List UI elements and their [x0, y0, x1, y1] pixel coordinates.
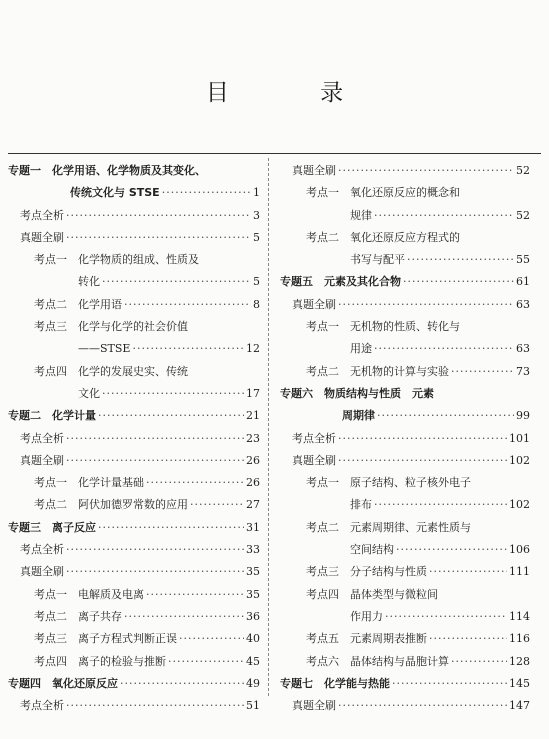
leader-dots: [66, 695, 244, 717]
toc-entry-page: 31: [246, 520, 260, 534]
leader-dots: [102, 271, 251, 293]
title-rule: [8, 153, 541, 154]
toc-entry-section[interactable]: [280, 428, 530, 450]
toc-left-column: [8, 160, 260, 717]
toc-entry-label: 真题全刷: [20, 453, 64, 467]
toc-entry-page: 23: [246, 431, 260, 445]
toc-entry-page: 116: [509, 632, 530, 646]
toc-entry-label: 专题七 化学能与热能: [280, 676, 390, 690]
toc-entry-page: 45: [246, 654, 260, 668]
leader-dots: [374, 338, 514, 360]
leader-dots: [392, 673, 507, 695]
leader-dots: [66, 428, 244, 450]
toc-entry-section[interactable]: [280, 695, 530, 717]
toc-entry-chapter[interactable]: [8, 160, 260, 182]
leader-dots: [429, 561, 507, 583]
toc-entry-point[interactable]: [8, 361, 260, 383]
toc-entry-label: 考点四 化学的发展史实、传统: [34, 364, 188, 378]
leader-dots: [120, 673, 244, 695]
toc-entry-label: 专题五 元素及其化合物: [280, 275, 401, 289]
toc-entry-page: 128: [509, 654, 530, 668]
toc-entry-label: 考点五 元素周期表推断: [306, 632, 427, 646]
toc-entry-chapter[interactable]: [280, 383, 530, 405]
toc-entry-point-cont[interactable]: [8, 338, 260, 360]
leader-dots: [377, 405, 514, 427]
toc-entry-page: 52: [516, 208, 530, 222]
toc-entry-chapter[interactable]: [8, 673, 260, 695]
toc-entry-page: 55: [516, 253, 530, 267]
leader-dots: [338, 160, 514, 182]
toc-entry-point[interactable]: [8, 472, 260, 494]
toc-entry-label: 考点全析: [20, 208, 64, 222]
leader-dots: [162, 182, 251, 204]
toc-entry-label: 考点三 离子方程式判断正误: [34, 632, 177, 646]
leader-dots: [66, 205, 251, 227]
leader-dots: [190, 494, 244, 516]
leader-dots: [451, 651, 507, 673]
toc-entry-label: 作用力: [350, 609, 383, 623]
toc-entry-label: 考点三 化学与化学的社会价值: [34, 320, 188, 334]
toc-entry-point-cont[interactable]: [280, 205, 530, 227]
toc-entry-point-cont[interactable]: [280, 539, 530, 561]
toc-entry-point-cont[interactable]: [8, 383, 260, 405]
toc-entry-label: 考点二 元素周期律、元素性质与: [306, 520, 471, 534]
toc-entry-label: 考点一 化学计量基础: [34, 476, 144, 490]
leader-dots: [124, 606, 244, 628]
toc-entry-page: 61: [516, 275, 530, 289]
toc-entry-point[interactable]: [280, 472, 530, 494]
toc-entry-label: 真题全刷: [20, 230, 64, 244]
toc-entry-label: 排布: [350, 498, 372, 512]
toc-entry-label: 真题全刷: [292, 297, 336, 311]
toc-entry-label: 空间结构: [350, 543, 394, 557]
toc-entry-page: 147: [509, 699, 530, 713]
toc-entry-point[interactable]: [280, 316, 530, 338]
toc-entry-label: 真题全刷: [292, 164, 336, 177]
toc-entry-label: ——STSE: [78, 342, 131, 356]
toc-entry-page: 102: [509, 498, 530, 512]
toc-entry-page: 17: [246, 386, 260, 400]
toc-entry-section[interactable]: [8, 428, 260, 450]
toc-entry-label: 考点二 阿伏加德罗常数的应用: [34, 498, 188, 512]
toc-entry-page: 52: [516, 164, 530, 177]
toc-entry-section[interactable]: [280, 160, 530, 182]
toc-entry-point[interactable]: [8, 651, 260, 673]
toc-entry-label: 考点全析: [20, 699, 64, 713]
toc-entry-label: 真题全刷: [292, 699, 336, 713]
toc-entry-label: 文化: [78, 386, 100, 400]
toc-entry-point-cont[interactable]: [8, 271, 260, 293]
toc-entry-label: 考点四 离子的检验与推断: [34, 654, 166, 668]
toc-entry-label: 考点二 化学用语: [34, 297, 122, 311]
toc-entry-section[interactable]: [8, 227, 260, 249]
toc-entry-page: 36: [246, 609, 260, 623]
toc-entry-label: 书写与配平: [350, 253, 405, 267]
toc-entry-point[interactable]: [8, 316, 260, 338]
toc-entry-label: 考点全析: [20, 543, 64, 557]
toc-entry-label: 用途: [350, 342, 372, 356]
leader-dots: [66, 227, 251, 249]
toc-entry-point[interactable]: [8, 249, 260, 271]
toc-entry-page: 145: [509, 676, 530, 690]
toc-entry-label: 考点三 分子结构与性质: [306, 565, 427, 579]
toc-entry-page: 1: [253, 186, 260, 200]
toc-entry-section[interactable]: [8, 539, 260, 561]
toc-entry-chapter-cont[interactable]: [8, 182, 260, 204]
toc-entry-page: 26: [246, 453, 260, 467]
toc-right-column: [280, 160, 530, 717]
toc-entry-point[interactable]: [8, 584, 260, 606]
leader-dots: [124, 294, 251, 316]
toc-entry-point[interactable]: [280, 561, 530, 583]
column-divider: [268, 158, 269, 696]
toc-entry-page: 12: [246, 342, 260, 356]
leader-dots: [132, 338, 244, 360]
toc-entry-point[interactable]: [8, 494, 260, 516]
toc-entry-label: 专题一 化学用语、化学物质及其变化、: [8, 164, 206, 177]
leader-dots: [374, 494, 507, 516]
leader-dots: [168, 651, 244, 673]
leader-dots: [98, 405, 244, 427]
toc-entry-chapter-cont[interactable]: [280, 405, 530, 427]
toc-entry-label: 考点一 原子结构、粒子核外电子: [306, 476, 471, 490]
toc-entry-label: 考点全析: [20, 431, 64, 445]
toc-entry-point[interactable]: [280, 651, 530, 673]
toc-entry-page: 114: [509, 609, 530, 623]
toc-entry-section[interactable]: [8, 561, 260, 583]
leader-dots: [179, 628, 244, 650]
toc-entry-page: 99: [516, 409, 530, 423]
toc-entry-page: 35: [246, 587, 260, 601]
toc-entry-label: 真题全刷: [292, 453, 336, 467]
toc-entry-label: 转化: [78, 275, 100, 289]
toc-entry-point-cont[interactable]: [280, 494, 530, 516]
toc-entry-page: 101: [509, 431, 530, 445]
toc-entry-point[interactable]: [280, 361, 530, 383]
toc-entry-point[interactable]: [280, 628, 530, 650]
leader-dots: [146, 584, 244, 606]
toc-entry-label: 专题四 氧化还原反应: [8, 676, 118, 690]
toc-entry-page: 21: [246, 409, 260, 423]
toc-entry-label: 真题全刷: [20, 565, 64, 579]
toc-entry-point[interactable]: [280, 517, 530, 539]
toc-entry-page: 27: [246, 498, 260, 512]
toc-entry-label: 考点一 化学物质的组成、性质及: [34, 253, 199, 267]
toc-entry-label: 考点二 无机物的计算与实验: [306, 364, 449, 378]
toc-entry-label: 考点一 氧化还原反应的概念和: [306, 186, 460, 200]
toc-entry-point[interactable]: [8, 628, 260, 650]
leader-dots: [429, 628, 507, 650]
toc-entry-point[interactable]: [280, 182, 530, 204]
toc-entry-page: 5: [253, 275, 260, 289]
toc-entry-section[interactable]: [8, 450, 260, 472]
page-title: 目 录: [205, 80, 386, 106]
leader-dots: [66, 561, 244, 583]
leader-dots: [146, 472, 244, 494]
toc-entry-page: 111: [509, 565, 530, 579]
leader-dots: [338, 695, 507, 717]
leader-dots: [385, 606, 507, 628]
toc-entry-label: 考点一 电解质及电离: [34, 587, 144, 601]
leader-dots: [102, 383, 244, 405]
toc-entry-page: 63: [516, 342, 530, 356]
toc-entry-label: 考点六 晶体结构与晶胞计算: [306, 654, 449, 668]
toc-entry-section[interactable]: [280, 294, 530, 316]
toc-entry-label: 考点二 氧化还原反应方程式的: [306, 230, 460, 244]
toc-entry-label: 专题六 物质结构与性质 元素: [280, 386, 434, 400]
leader-dots: [338, 428, 507, 450]
toc-entry-label: 传统文化与 STSE: [70, 186, 160, 200]
toc-entry-chapter[interactable]: [8, 517, 260, 539]
toc-entry-label: 考点四 晶体类型与微粒间: [306, 587, 438, 601]
toc-entry-label: 考点一 无机物的性质、转化与: [306, 320, 460, 334]
toc-entry-point[interactable]: [280, 227, 530, 249]
leader-dots: [407, 249, 514, 271]
leader-dots: [338, 294, 514, 316]
toc-entry-page: 26: [246, 476, 260, 490]
toc-entry-page: 3: [253, 208, 260, 222]
toc-entry-chapter[interactable]: [280, 673, 530, 695]
toc-entry-point-cont[interactable]: [280, 249, 530, 271]
toc-entry-label: 专题三 离子反应: [8, 520, 96, 534]
leader-dots: [338, 450, 507, 472]
toc-entry-point[interactable]: [280, 584, 530, 606]
toc-entry-label: 专题二 化学计量: [8, 409, 96, 423]
toc-entry-point[interactable]: [8, 606, 260, 628]
toc-entry-page: 106: [509, 543, 530, 557]
toc-entry-section[interactable]: [8, 695, 260, 717]
toc-entry-chapter[interactable]: [8, 405, 260, 427]
toc-entry-page: 33: [246, 543, 260, 557]
leader-dots: [66, 450, 244, 472]
toc-entry-point[interactable]: [8, 294, 260, 316]
toc-entry-page: 35: [246, 565, 260, 579]
toc-entry-label: 规律: [350, 208, 372, 222]
toc-entry-page: 5: [253, 230, 260, 244]
leader-dots: [396, 539, 507, 561]
toc-entry-section[interactable]: [8, 205, 260, 227]
toc-entry-page: 8: [253, 297, 260, 311]
toc-entry-page: 40: [246, 632, 260, 646]
toc-entry-label: 考点二 离子共存: [34, 609, 122, 623]
leader-dots: [374, 205, 514, 227]
toc-entry-page: 73: [516, 364, 530, 378]
toc-entry-page: 49: [246, 676, 260, 690]
toc-entry-page: 63: [516, 297, 530, 311]
leader-dots: [66, 539, 244, 561]
toc-entry-section[interactable]: [280, 450, 530, 472]
leader-dots: [98, 517, 244, 539]
leader-dots: [403, 271, 514, 293]
toc-entry-page: 102: [509, 453, 530, 467]
leader-dots: [451, 361, 514, 383]
toc-entry-page: 51: [246, 699, 260, 713]
toc-entry-point-cont[interactable]: [280, 606, 530, 628]
toc-entry-label: 周期律: [342, 409, 375, 423]
toc-entry-point-cont[interactable]: [280, 338, 530, 360]
toc-entry-chapter[interactable]: [280, 271, 530, 293]
toc-entry-label: 考点全析: [292, 431, 336, 445]
